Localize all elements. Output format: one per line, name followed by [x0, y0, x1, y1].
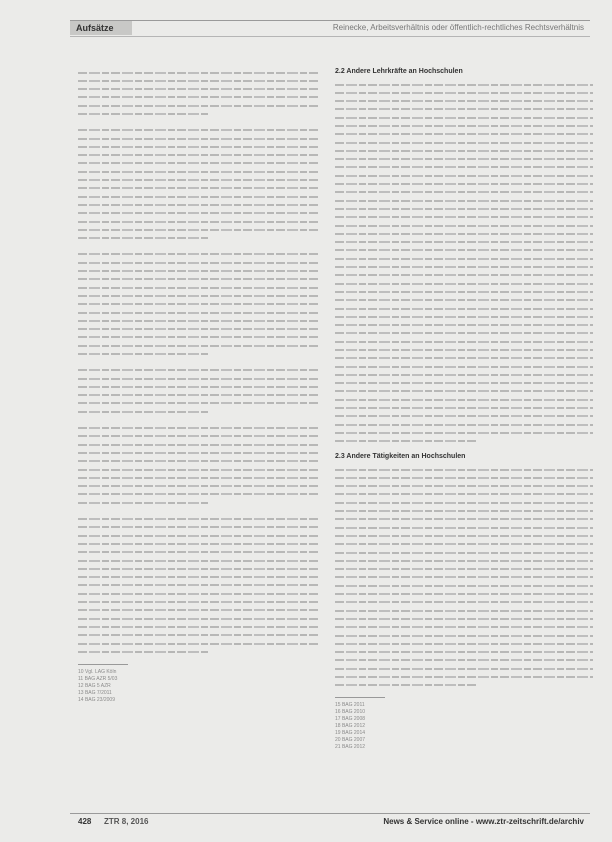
text-line [335, 263, 593, 271]
text-line [335, 221, 593, 229]
text-line [78, 539, 318, 547]
text-line [78, 275, 318, 283]
text-line [335, 321, 593, 329]
footnote: 14 BAG 23/2009 [78, 696, 115, 703]
text-line [78, 581, 318, 589]
text-line [335, 515, 593, 523]
text-line [335, 639, 593, 647]
text-line [335, 404, 593, 412]
text-line [335, 428, 593, 436]
running-title: Reinecke, Arbeitsverhältnis oder öffentlich-rechtliches Rechtsverhältnis [332, 23, 584, 32]
text-line [335, 279, 593, 287]
text-line [335, 204, 593, 212]
text-line [78, 300, 318, 308]
text-line [78, 217, 318, 225]
right-footnotes [335, 702, 593, 751]
section-heading-2-2: 2.2 Andere Lehrkräfte an Hochschulen [335, 68, 463, 75]
text-line [335, 88, 593, 96]
text-line [78, 85, 318, 93]
header-rule-lower [70, 36, 590, 37]
text-line [78, 192, 318, 200]
text-line [335, 171, 593, 179]
footnote: 12 BAG 5 AZR [78, 682, 111, 689]
text-line [78, 523, 318, 531]
service-link[interactable]: News & Service online - www.ztr-zeitschrift.de/archiv [383, 817, 584, 826]
text-line [335, 180, 593, 188]
text-line [78, 614, 318, 622]
text-line [78, 333, 318, 341]
text-line [335, 105, 593, 113]
text-line [78, 184, 318, 192]
text-line [78, 639, 318, 647]
right-column [335, 68, 593, 751]
text-line [335, 590, 593, 598]
text-line [335, 138, 593, 146]
text-line [78, 515, 318, 523]
text-line [335, 238, 593, 246]
text-line [78, 126, 318, 134]
text-line [78, 200, 318, 208]
text-line [335, 681, 593, 689]
text-line [335, 490, 593, 498]
text-line [78, 473, 318, 481]
text-line [78, 448, 318, 456]
text-line [335, 395, 593, 403]
text-line [335, 80, 593, 88]
text-line [335, 498, 593, 506]
text-line [335, 379, 593, 387]
text-line [335, 296, 593, 304]
text-line [335, 531, 593, 539]
text-line [335, 548, 593, 556]
text-line [78, 432, 318, 440]
text-line [335, 482, 593, 490]
text-line [335, 581, 593, 589]
text-line [78, 258, 318, 266]
footnote: 18 BAG 2012 [335, 723, 366, 730]
text-line [78, 424, 318, 432]
text-line [78, 556, 318, 564]
text-line [335, 337, 593, 345]
text-line [78, 548, 318, 556]
section-2-2-body [335, 80, 593, 445]
text-line [78, 606, 318, 614]
text-line [78, 482, 318, 490]
text-line [335, 507, 593, 515]
body-paragraph [78, 68, 318, 118]
text-line [78, 589, 318, 597]
text-line [78, 374, 318, 382]
text-line [335, 312, 593, 320]
text-line [78, 167, 318, 175]
text-line [335, 412, 593, 420]
text-line [335, 523, 593, 531]
footnote: 20 BAG 2007 [335, 737, 366, 744]
text-line [78, 647, 318, 655]
text-line [335, 304, 593, 312]
footer-rule [70, 813, 590, 814]
text-line [78, 176, 318, 184]
text-line [335, 163, 593, 171]
text-line [335, 246, 593, 254]
footnote: 21 BAG 2012 [335, 744, 366, 751]
footnote: 15 BAG 2011 [335, 702, 365, 709]
text-line [78, 109, 318, 117]
text-line [335, 370, 593, 378]
text-line [335, 473, 593, 481]
text-line [78, 209, 318, 217]
text-line [78, 498, 318, 506]
text-line [335, 656, 593, 664]
left-footnotes [78, 669, 318, 704]
text-line [335, 329, 593, 337]
footnote: 13 BAG 7/2011 [78, 689, 112, 696]
left-column [78, 68, 318, 704]
text-line [335, 672, 593, 680]
text-line [78, 341, 318, 349]
body-paragraph [335, 80, 593, 445]
text-line [78, 93, 318, 101]
text-line [78, 134, 318, 142]
body-paragraph [78, 515, 318, 656]
text-line [335, 362, 593, 370]
text-line [78, 598, 318, 606]
text-line [335, 254, 593, 262]
text-line [78, 159, 318, 167]
text-line [335, 271, 593, 279]
text-line [78, 531, 318, 539]
section-heading-2-3: 2.3 Andere Tätigkeiten an Hochschulen [335, 453, 466, 461]
journal-issue: ZTR 8, 2016 [104, 817, 149, 826]
text-line [335, 196, 593, 204]
footnote: 19 BAG 2014 [335, 730, 366, 737]
text-line [335, 606, 593, 614]
body-paragraph [78, 250, 318, 358]
text-line [78, 68, 318, 76]
text-line [78, 622, 318, 630]
text-line [335, 387, 593, 395]
text-line [78, 407, 318, 415]
text-line [78, 573, 318, 581]
text-line [335, 556, 593, 564]
text-line [335, 437, 593, 445]
body-paragraph [78, 126, 318, 242]
section-tab: Aufsätze [70, 21, 132, 35]
text-line [335, 113, 593, 121]
text-line [335, 229, 593, 237]
text-line [335, 287, 593, 295]
text-line [335, 631, 593, 639]
text-line [335, 573, 593, 581]
text-line [78, 631, 318, 639]
text-line [335, 565, 593, 573]
text-line [335, 623, 593, 631]
text-line [335, 121, 593, 129]
body-paragraph [335, 465, 593, 689]
section-2-3-body [335, 465, 593, 689]
text-line [78, 564, 318, 572]
text-line [78, 490, 318, 498]
text-line [78, 234, 318, 242]
text-line [78, 399, 318, 407]
text-line [78, 267, 318, 275]
text-line [78, 250, 318, 258]
text-line [335, 155, 593, 163]
text-line [78, 316, 318, 324]
text-line [78, 325, 318, 333]
left-body-text [78, 68, 318, 656]
text-line [335, 354, 593, 362]
text-line [78, 382, 318, 390]
footnote-rule [78, 664, 128, 665]
text-line [78, 366, 318, 374]
text-line [78, 465, 318, 473]
text-line [78, 391, 318, 399]
text-line [78, 76, 318, 84]
text-line [335, 420, 593, 428]
text-line [78, 101, 318, 109]
text-line [335, 465, 593, 473]
text-line [335, 213, 593, 221]
text-line [335, 188, 593, 196]
text-line [335, 540, 593, 548]
text-line [335, 97, 593, 105]
text-line [335, 130, 593, 138]
text-line [78, 151, 318, 159]
text-line [78, 308, 318, 316]
text-line [78, 142, 318, 150]
text-line [335, 664, 593, 672]
footnote-rule [335, 697, 385, 698]
text-line [78, 283, 318, 291]
footnote: 17 BAG 2008 [335, 716, 366, 723]
footnote: 16 BAG 2010 [335, 709, 366, 716]
footnote: 10 Vgl. LAG Köln [78, 668, 117, 675]
text-line [335, 614, 593, 622]
body-paragraph [78, 366, 318, 416]
text-line [335, 598, 593, 606]
text-line [78, 225, 318, 233]
body-paragraph [78, 424, 318, 507]
text-line [78, 457, 318, 465]
text-line [335, 146, 593, 154]
text-line [335, 346, 593, 354]
text-line [78, 350, 318, 358]
text-line [78, 440, 318, 448]
footnote: 11 BAG AZR 5/03 [78, 675, 118, 682]
text-line [335, 648, 593, 656]
text-line [78, 291, 318, 299]
page-number: 428 [78, 817, 92, 826]
